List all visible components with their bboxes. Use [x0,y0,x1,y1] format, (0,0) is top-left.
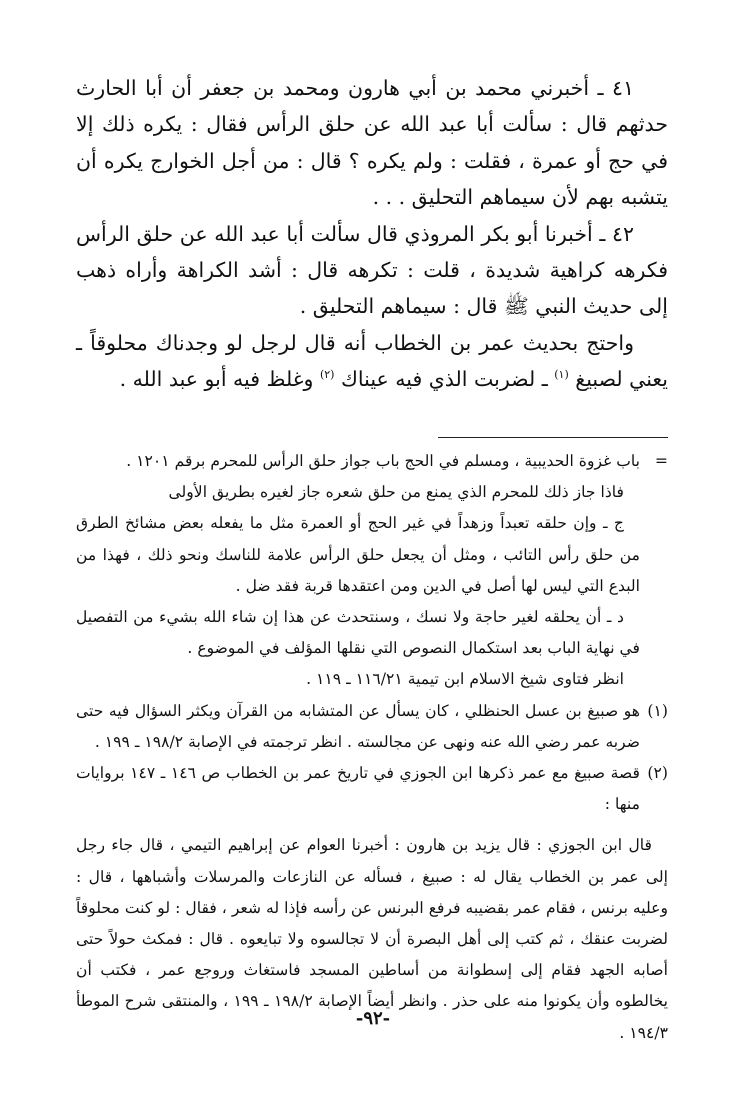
paragraph-umar-hadith [76,325,668,398]
footnote-line: ج ـ وإن حلقه تعبداً وزهداً في غير الحج أو العمرة مثل ما يفعله بعض مشائخ الطرق من حلق رأس التائب ، ومثل أن يجعل حلق الرأس علامة للناسك ونحو ذلك ، فهذا من البدع التي ليس لها أصل في الدين ومن اعتقدها قربة فقد ضل . [76,514,640,595]
footnote-line: باب غزوة الحديبية ، ومسلم في الحج باب جواز حلق الرأس للمحرم برقم ١٢٠١ . [126,452,640,470]
footnote-quote: قال ابن الجوزي : قال يزيد بن هارون : أخبرنا العوام عن إبراهيم التيمي ، قال جاء رجل إلى عمر بن الخطاب يقال له : صبيغ ، فسأله عن النازعات والمرسلات وأشباهها ، قال : وعليه برنس ، فقام عمر بقضيبه فرفع البرنس عن رأسه فإذا له شعر ، فقال : لو كنت محلوقاً لضربت عنقك ، ثم كتب إلى أهل البصرة أن لا تجالسوه ولا تبايعوه . قال : فمكث حولاً حتى أصابه الجهد فقام إلى إسطوانة من أساطين المسجد فاستغاث وروجع عمر ، فكتب أن يخالطوه وأن يكونوا منه على حذر . وانظر أيضاً الإصابة ١٩٨/٢ ـ ١٩٩ ، والمنتقى شرح الموطأ ١٩٤/٣ . [76,836,669,1042]
footnote-2 [76,758,668,820]
paragraph-text-part: ـ لضربت الذي فيه عيناك [341,367,548,392]
footnote-line: انظر فتاوى شيخ الاسلام ابن تيمية ١١٦/٢١ ـ ١١٩ . [306,670,624,689]
paragraph-42: ٤٢ ـ أخبرنا أبو بكر المروذي قال سألت أبا عبد الله عن حلق الرأس فكرهه كراهية شديدة ، قلت : تكرهه قال : أشد الكراهة وأراه ذهب إلى حديث النبي ﷺ قال : سيماهم التحليق . [76,221,668,319]
footnotes [76,446,668,1049]
paragraph-text-part: واحتج بحديث عمر بن الخطاب أنه قال لرجل لو وجدناك محلوقاً ـ يعني لصبيغ [76,330,668,392]
page-number: -٩٢- [355,1008,391,1029]
footnote-1 [76,696,668,758]
footnote-ref-1: (١) [554,368,569,382]
footnote-separator [438,437,668,438]
footnote-body [76,696,640,758]
footnote-line: فاذا جاز ذلك للمحرم الذي يمنع من حلق شعره جاز لغيره بطريق الأولى [168,483,624,502]
footnote-body [76,446,640,696]
footnote-ref-2: (٢) [319,368,335,382]
footnote-line: د ـ أن يحلقه لغير حاجة ولا نسك ، وسنتحدث عن هذا إن شاء الله بشيء من التفصيل في نهاية الباب بعد استكمال النصوص التي نقلها المؤلف في الموضوع . [76,608,640,658]
main-text [76,70,668,398]
footnote-text: هو صبيغ بن عسل الحنظلي ، كان يسأل عن المتشابه من القرآن ويكثر السؤال فيه حتى ضربه عمر رضي الله عنه ونهى عن مجالسته . انظر ترجمته في الإصابة ١٩٨/٢ ـ ١٩٩ . [76,701,640,751]
footnote-marker: (١) [647,701,668,720]
continuation-marker: = [654,452,668,470]
footnote-marker: (٢) [647,764,668,783]
footnote-body [76,758,640,820]
footnote-text: قصة صبيغ مع عمر ذكرها ابن الجوزي في تاريخ عمر بن الخطاب ص ١٤٦ ـ ١٤٧ بروايات منها : [76,764,640,814]
paragraph-41: ٤١ ـ أخبرني محمد بن أبي هارون ومحمد بن جعفر أن أبا الحارث حدثهم قال : سألت أبا عبد الله عن حلق الرأس فقال : يكره ذلك إلا في حج أو عمرة ، فقلت : ولم يكره ؟ قال : من أجل الخوارج يكره أن يتشبه بهم لأن سيماهم التحليق . . . [76,76,668,210]
spacer [76,820,668,830]
footnote-continuation [76,446,668,696]
paragraph-text-part: وغلظ فيه أبو عبد الله . [119,367,314,392]
